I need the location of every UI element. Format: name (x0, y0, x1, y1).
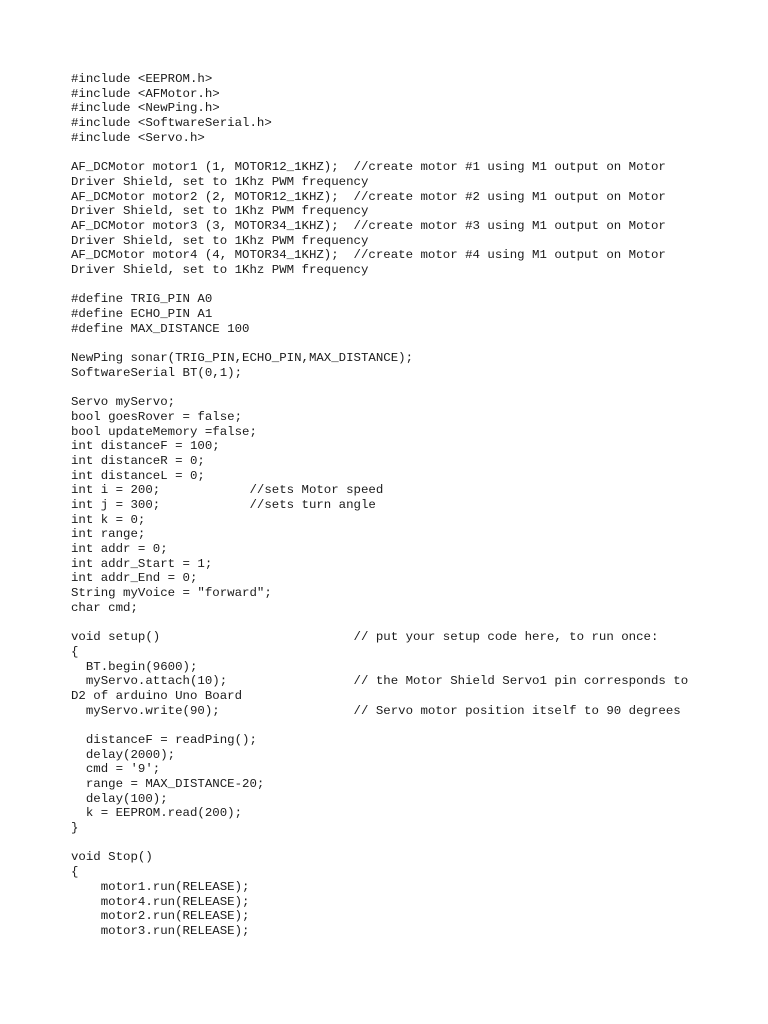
blank-line (71, 336, 751, 351)
code-line: delay(100); (71, 791, 168, 806)
code-line: #include <NewPing.h> (71, 101, 220, 116)
code-line: #include <Servo.h> (71, 130, 205, 145)
code-line: int distanceF = 100; (71, 439, 220, 454)
code-line: myServo.write(90); // Servo motor position itself to 90 degrees (71, 703, 681, 718)
code-line: cmd = '9'; (71, 762, 161, 777)
code-line: int distanceR = 0; (71, 453, 205, 468)
code-line: int i = 200; //sets Motor speed (71, 483, 384, 498)
code-line: delay(2000); (71, 747, 176, 762)
code-line: int range; (71, 527, 146, 542)
code-line: #define ECHO_PIN A1 (71, 307, 213, 321)
code-line: char cmd; (71, 600, 138, 615)
code-line: k = EEPROM.read(200); (71, 806, 243, 821)
code-line: range = MAX_DISTANCE-20; (71, 777, 265, 791)
code-line: NewPing sonar(TRIG_PIN,ECHO_PIN,MAX_DISTANCE); (71, 351, 414, 366)
code-line: Driver Shield, set to 1Khz PWM frequency (71, 233, 369, 248)
blank-line (71, 718, 751, 733)
blank-line (71, 615, 751, 630)
code-line: AF_DCMotor motor3 (3, MOTOR34_1KHZ); //create motor #3 using M1 output on Motor (71, 218, 666, 233)
code-line: AF_DCMotor motor1 (1, MOTOR12_1KHZ); //create motor #1 using M1 output on Motor (71, 160, 666, 175)
code-line: Driver Shield, set to 1Khz PWM frequency (71, 262, 369, 277)
code-line: String myVoice = "forward"; (71, 586, 272, 601)
code-line: #include <EEPROM.h> (71, 72, 213, 86)
code-line: motor2.run(RELEASE); (71, 909, 250, 924)
code-line: bool goesRover = false; (71, 409, 243, 424)
code-line: Driver Shield, set to 1Khz PWM frequency (71, 204, 369, 219)
blank-line (71, 380, 751, 395)
code-line: int addr_End = 0; (71, 571, 198, 586)
code-line: motor3.run(RELEASE); (71, 923, 250, 938)
code-line: { (71, 865, 79, 880)
code-line: AF_DCMotor motor4 (4, MOTOR34_1KHZ); //create motor #4 using M1 output on Motor (71, 248, 666, 263)
code-line: #include <SoftwareSerial.h> (71, 116, 272, 131)
code-listing (71, 72, 751, 939)
blank-line (71, 278, 751, 293)
blank-line (71, 836, 751, 851)
blank-line (71, 145, 751, 160)
code-line: BT.begin(9600); (71, 659, 198, 674)
code-line: int k = 0; (71, 512, 146, 527)
code-line: #include <AFMotor.h> (71, 86, 220, 101)
code-line: void Stop() (71, 850, 153, 865)
code-line: int addr = 0; (71, 542, 168, 556)
code-line: D2 of arduino Uno Board (71, 688, 243, 703)
code-line: #define TRIG_PIN A0 (71, 292, 213, 307)
code-line: int addr_Start = 1; (71, 556, 213, 571)
code-line: myServo.attach(10); // the Motor Shield Servo1 pin corresponds to (71, 674, 689, 689)
code-line: distanceF = readPing(); (71, 732, 257, 747)
code-line: #define MAX_DISTANCE 100 (71, 321, 250, 336)
code-line: void setup() // put your setup code here, to run once: (71, 630, 659, 645)
code-line: Driver Shield, set to 1Khz PWM frequency (71, 174, 369, 189)
code-line: int j = 300; //sets turn angle (71, 497, 376, 512)
code-line: bool updateMemory =false; (71, 424, 257, 439)
code-line: } (71, 821, 79, 836)
code-line: Servo myServo; (71, 395, 176, 410)
code-line: { (71, 644, 79, 659)
code-line: AF_DCMotor motor2 (2, MOTOR12_1KHZ); //create motor #2 using M1 output on Motor (71, 189, 666, 204)
code-line: int distanceL = 0; (71, 468, 205, 483)
code-line: SoftwareSerial BT(0,1); (71, 365, 243, 380)
code-line: motor4.run(RELEASE); (71, 894, 250, 909)
code-line: motor1.run(RELEASE); (71, 879, 250, 894)
